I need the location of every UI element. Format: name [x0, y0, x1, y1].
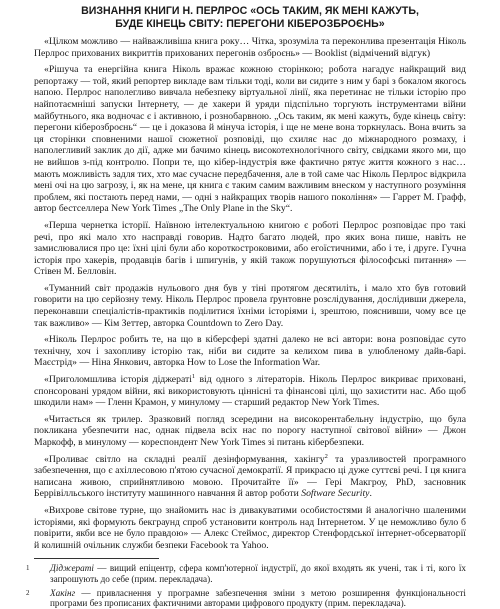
footnote [26, 587, 466, 609]
review-paragraph: «Туманний світ продажів нульового дня був у тіні протягом десятиліть, і мало хто був готовий говорити на цю серйозну тему. Ніколь Перлрос провела ґрунтовне розслідування, дослідивши джерела, переконавши спеціалістів-практиків поділитися їхніми історіями і, зрештою, пояснивши, чому все це так важливо» — Кім Зеттер, авторка Countdown to Zero Day. [34, 282, 466, 329]
footnotes-section [26, 563, 466, 609]
title-line-1: ВИЗНАННЯ КНИГИ Н. ПЕРЛРОС «ОСЬ ТАКИМ, ЯК МЕНІ КАЖУТЬ, [81, 5, 419, 17]
footnote-divider [34, 558, 159, 559]
page-title [34, 5, 466, 30]
title-line-2: БУДЕ КІНЕЦЬ СВІТУ: ПЕРЕГОНИ КІБЕРОЗБРОЄНЬ» [115, 17, 385, 30]
review-paragraph: «Перша чернетка історії. Наївною інтелектуальною книгою є роботі Перлрос розповідає про такі речі, про які мало хто насправді говорив. Надто багато людей, про яких вона пише, навіть не замислювалися про це: їхні цілі були або короткостроковими, або егоїстичними, або і те, і друге. Гучна історія про хакерів, продавців багів і шпигунів, у якій також порушуються філософські питання» — Стівен М. Белловін. [34, 219, 466, 278]
review-paragraph: «Приголомшлива історія діджераті$^1$ від одного з літераторів. Ніколь Перлрос викриває приховані, спонсоровані урядом війни, які використовують ціннісні та фінансові цілі, що захистити нас. Або щоб шкодили нам» — Гленн Крамон, у минулому — старший редактор New York Times. [34, 372, 467, 409]
reviews-body [34, 36, 466, 551]
footnote-number: 2 [26, 588, 30, 597]
footnote-term: Хакінг [50, 587, 76, 598]
review-paragraph: «Цілком можливо — найважливіша книга року… Чітка, зрозуміла та переконлива презентація Ніколь Перлрос прихованих викриттів прихованих перегонів озброєнь» — Booklist (відмічений відгук) [34, 36, 466, 59]
review-paragraph: «Вихрове світове турне, що знайомить нас із дивакуватими особистостями й аналогічно шаленими історіями, які формують бекграунд спроб установити контроль над Інтернетом. У це неможливо було б повірити, якби все не було правдою» — Алекс Стеймос, директор Стенфордської інтернет-обсерваторії й колишній очільник служби безпеки Facebook та Yahoo. [34, 504, 466, 551]
footnote [26, 563, 466, 585]
footnote-term: Діджераті [50, 563, 94, 574]
review-paragraph: «Читається як трилер. Зразковий погляд зсередини на високорентабельну індустрію, що була покликана убезпечити нас, однак підвела всіх нас по порогу наступної світової війни» — Джон Маркофф, в минулому — кореспондент New York Times зі питань кібербезпеки. [34, 413, 466, 448]
review-paragraph: «Рішуча та енергійна книга Ніколь вражає кожною сторінкою; робота нагадує найкращий вид репортажу — той, який репортер викладе вам тільки тоді, коли ви сидите з ним у барі з бокалом якогось напою. Перлрос наполегливо вивчала небезпеку віртуальної лінії, яка перетинає не тільки історію про найпотаємніші запуски Інтернету, — де хакери й уряди підспільно торгують інструментами війни майбутнього, яка водночас є і активною, і рознобарвною. „Ось таким, як мені кажуть, буде кінець світу: перегони кіберозброєнь“ — це і доказова й мінуча історія, і ще не мене вона торкнулась. Вона вчить за ця сторінки сповненими нашої сюжетної розповіді, що схиляє нас до міжнародного розмаху, і наполегливий заклик до дії, адже ми бачимо кінець високотехнологічного світу, свідками якого ми, що не вийшов з-під контролю. Попри те, що кібер-індустрія вже фактично рятує життя кожного з нас… мають можливість задля тих, хто має сучасне передбачення, але в той саме час Ніколь Перлрос відкрила мені очі на цю загрозу, і, як на мене, ця книга є таким самим важливим внеском у наступного розуміння проблем, які постають перед нами, — одні з найкращих творів нашого покоління» — Гаррет М. Графф, автор бестселлера New York Times „The Only Plane in the Sky“. [34, 64, 466, 215]
footnote-text: — вищий епіцентр, сфера комп'ютерної індустрії, до якої входять як учені, так і ті, кого їх запрошують до себе (прим. перекладача). [50, 563, 466, 585]
review-paragraph: «Проливає світло на складні реалії дезінформування, хакінгу$^2$ та уразливостей програмного забезпечення, що є ахіллесовою п'ятою сучасної демократії. Я прикрасю ці дуже суттєві речі. І ця книга написана живою, сприйнятливою мовою. Прочитайте її» — Гері Макгроу, PhD, засновник Беррівілльського інституту машинного навчання й автор роботи Software Security. [34, 452, 466, 500]
footnote-text: — привласнення у програмне забезпечення зміни з метою розширення функціональності програми без прописаних фактичними авторами цифрового продукту (прим. перекладача). [50, 587, 466, 609]
footnote-number: 1 [26, 564, 30, 573]
review-paragraph: «Ніколь Перлрос робить те, на що в кіберсфері здатні далеко не всі автори: вона розповідає суто технічну, хоч і захопливу історію так, ніби ви сидите за келихом пива в улюбленому дайв-барі. Маєстрід» — Ніна Янкович, авторка How to Lose the Information War. [34, 334, 466, 369]
